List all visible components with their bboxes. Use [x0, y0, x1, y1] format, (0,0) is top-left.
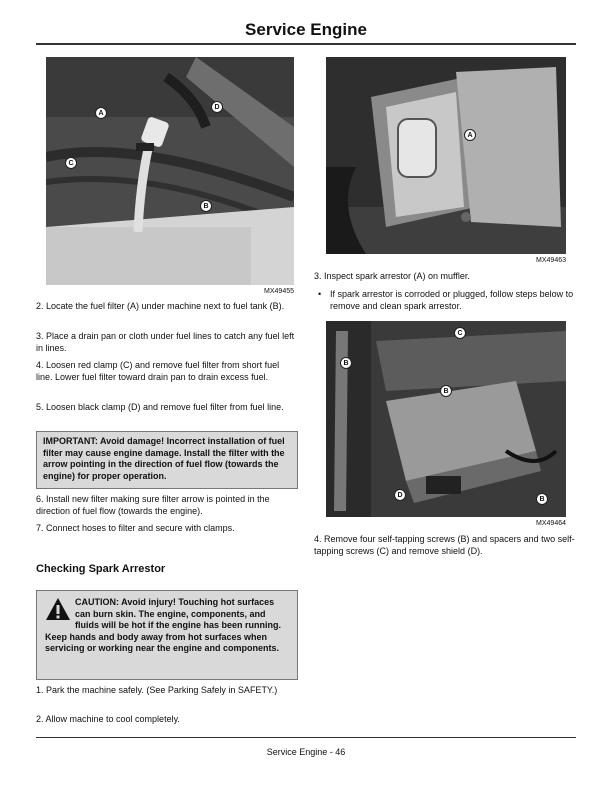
callout-label: B [536, 493, 548, 505]
shield-photo [326, 321, 566, 517]
figure-id: MX49455 [264, 288, 294, 295]
callout-label: A [464, 129, 476, 141]
bullet-icon: • [318, 289, 322, 299]
callout-label: D [211, 101, 223, 113]
callout-label: A [95, 107, 107, 119]
fuel-step-2: 2. Locate the fuel filter (A) under machine next to fuel tank (B). [36, 301, 285, 311]
figure-id: MX49463 [536, 257, 566, 264]
figure-id: MX49464 [536, 520, 566, 527]
callout-label: C [454, 327, 466, 339]
fuel-step-6: 6. Install new filter making sure filter arrow is pointed in the direction of fuel flow (towards the engine). [36, 494, 270, 516]
muffler-photo [326, 57, 566, 254]
fuel-filter-photo [46, 57, 294, 285]
spark-step-1: 1. Park the machine safely. (See Parking Safely in SAFETY.) [36, 685, 278, 695]
fuel-step-3: 3. Place a drain pan or cloth under fuel lines to catch any fuel left in lines. [36, 331, 295, 353]
fuel-step-4: 4. Loosen red clamp (C) and remove fuel filter from short fuel line. Lower fuel filter toward drain pan to drain excess fuel. [36, 360, 280, 382]
title-rule [36, 43, 576, 45]
spark-step-4: 4. Remove four self-tapping screws (B) and spacers and two self-tapping screws (C) and remove shield (D). [314, 534, 575, 556]
callout-label: B [200, 200, 212, 212]
spark-step-2: 2. Allow machine to cool completely. [36, 714, 180, 724]
callout-label: C [65, 157, 77, 169]
warning-triangle-icon [45, 597, 71, 623]
caution-notice [36, 590, 298, 680]
section-heading: Checking Spark Arrestor [36, 563, 166, 575]
fuel-step-5: 5. Loosen black clamp (D) and remove fuel filter from fuel line. [36, 402, 284, 412]
important-notice [36, 431, 298, 489]
important-text: IMPORTANT: Avoid damage! Incorrect installation of fuel filter may cause engine damage. Install the filter with the arrow pointing in the direction of fuel flow (towards the engine) for proper operation. [43, 436, 285, 481]
callout-label: B [440, 385, 452, 397]
page-footer: Service Engine - 46 [266, 747, 346, 757]
bullet-text: If spark arrestor is corroded or plugged, follow steps below to remove and clean spark arrestor. [330, 289, 574, 311]
caution-text: CAUTION: Avoid injury! Touching hot surfaces can burn skin. The engine, components, and fluids will be hot if the engine has been running. Keep hands and body away from hot surfaces when servicing or working near the engine and components. [45, 597, 282, 653]
spark-step-3: 3. Inspect spark arrestor (A) on muffler. [314, 271, 470, 281]
callout-label: D [394, 489, 406, 501]
fuel-step-7: 7. Connect hoses to filter and secure with clamps. [36, 523, 235, 533]
callout-label: B [340, 357, 352, 369]
bullet-item [318, 289, 574, 312]
footer-rule [36, 737, 576, 738]
page-title: Service Engine [245, 20, 367, 39]
